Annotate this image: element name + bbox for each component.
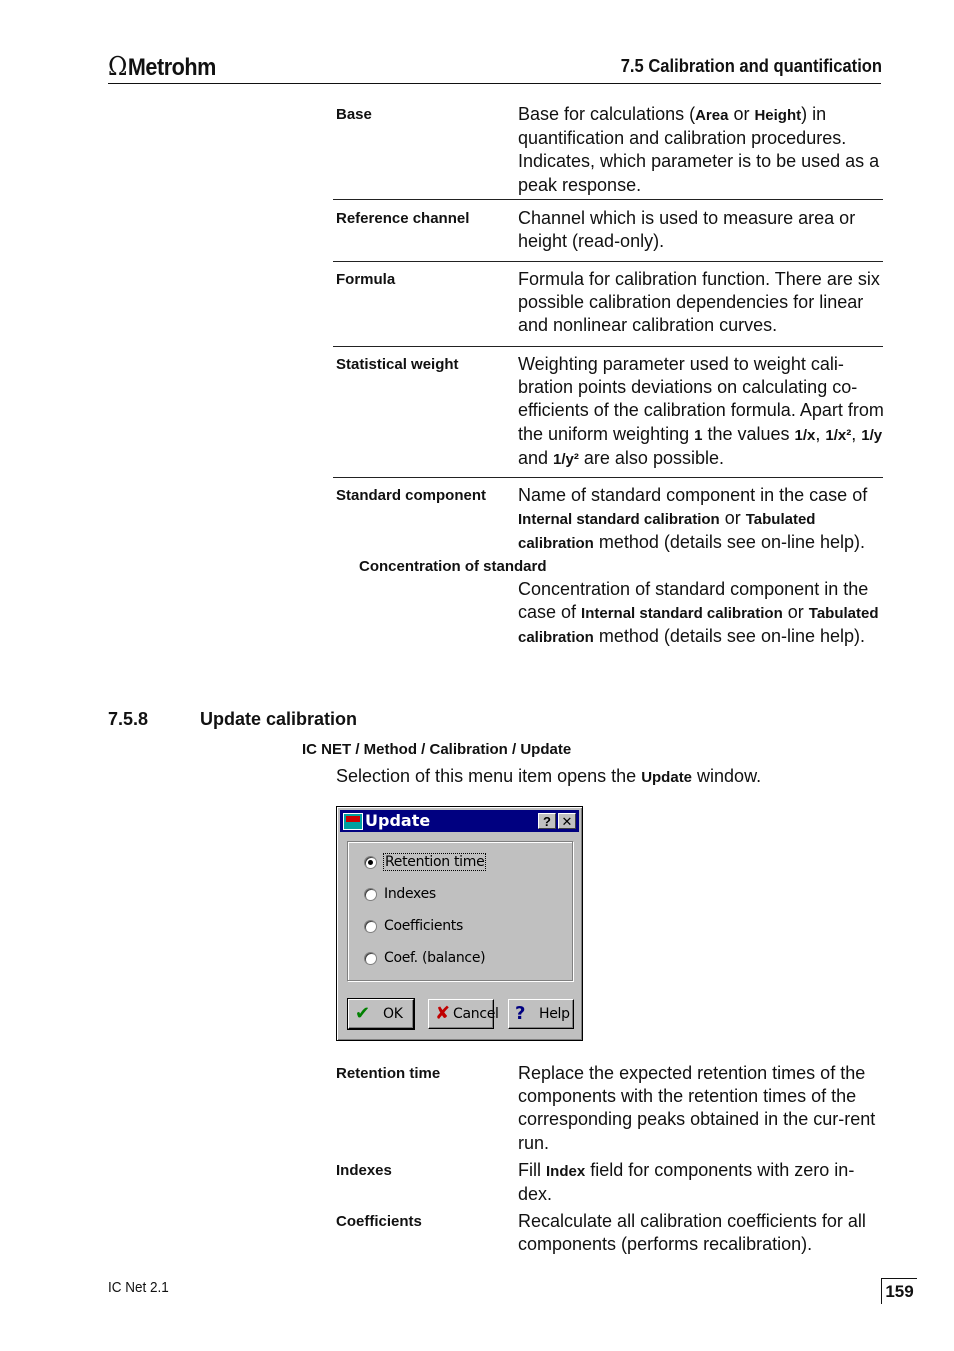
app-icon bbox=[343, 813, 363, 830]
radio-button-icon[interactable] bbox=[364, 888, 377, 901]
param-desc-standard-component: Name of standard component in the case of Internal standard calibration or Tabulated calibration method (details see on-line help). bbox=[518, 485, 868, 553]
keyword: Internal standard calibration bbox=[518, 511, 720, 529]
radio-label[interactable]: Coefficients bbox=[384, 918, 463, 934]
table-rule bbox=[333, 261, 883, 262]
param-term-indexes: Indexes bbox=[336, 1162, 392, 1179]
param-term-standard-component: Standard component bbox=[336, 487, 487, 504]
keyword: Area bbox=[695, 107, 729, 124]
param-term-statistical-weight: Statistical weight bbox=[336, 356, 459, 373]
table-rule bbox=[333, 477, 883, 478]
cross-icon: ✘ bbox=[435, 1003, 451, 1024]
param-desc-statistical-weight: Weighting parameter used to weight cali-bration points deviations on calculating co-efficients of the calibration formula. Apart from the uniform weighting 1 the values 1/x, 1/x², 1/y and 1/y² are also possible. bbox=[518, 354, 884, 468]
param-desc-indexes: Fill Index field for components with zero in-dex. bbox=[518, 1160, 855, 1205]
param-term-retention-time: Retention time bbox=[336, 1065, 441, 1082]
param-term-formula: Formula bbox=[336, 271, 396, 288]
radio-label[interactable]: Retention time bbox=[385, 854, 485, 870]
table-rule bbox=[333, 346, 883, 347]
radio-button-icon[interactable] bbox=[364, 920, 377, 933]
menu-path: IC NET / Method / Calibration / Update bbox=[302, 741, 572, 758]
param-term-concentration: Concentration of standard bbox=[359, 558, 547, 575]
param-desc-coefficients: Recalculate all calibration coefficients for all components (performs recalibration). bbox=[518, 1211, 866, 1255]
param-term-coefficients: Coefficients bbox=[336, 1213, 422, 1230]
update-dialog bbox=[336, 806, 583, 1041]
dialog-title: Update bbox=[365, 811, 431, 830]
checkmark-icon: ✔ bbox=[355, 1003, 371, 1024]
question-icon: ? bbox=[515, 1003, 526, 1024]
help-button-label: Help bbox=[539, 1006, 570, 1022]
update-options-group bbox=[347, 841, 573, 981]
keyword: Index bbox=[546, 1163, 586, 1180]
param-term-reference-channel: Reference channel bbox=[336, 210, 470, 227]
keyword: Tabulated calibration bbox=[518, 605, 879, 647]
radio-button-icon[interactable] bbox=[364, 856, 377, 869]
keyword: Tabulated calibration bbox=[518, 511, 816, 553]
keyword: Height bbox=[754, 107, 802, 124]
keyword: 1/x² bbox=[825, 426, 852, 444]
ok-button-label: OK bbox=[383, 1006, 403, 1022]
header-rule bbox=[108, 83, 881, 84]
param-desc-reference-channel: Channel which is used to measure area or height (read-only). bbox=[518, 208, 856, 252]
cancel-button-label: Cancel bbox=[453, 1006, 499, 1022]
keyword: 1 bbox=[694, 426, 703, 444]
radio-label[interactable]: Indexes bbox=[384, 886, 436, 902]
section-title: Update calibration bbox=[200, 709, 358, 729]
metrohm-logo: ΩMetrohm bbox=[108, 52, 216, 82]
ok-button[interactable] bbox=[348, 999, 414, 1029]
param-desc-retention-time: Replace the expected retention times of the components with the retention times of the corresponding peaks obtained in the cur-rent run. bbox=[518, 1063, 876, 1153]
keyword: 1/y² bbox=[553, 450, 579, 468]
radio-button-icon[interactable] bbox=[364, 952, 377, 965]
titlebar-close-button[interactable]: ✕ bbox=[558, 813, 576, 829]
titlebar-help-button[interactable]: ? bbox=[538, 813, 556, 829]
help-button[interactable] bbox=[508, 999, 574, 1029]
keyword: 1/y bbox=[861, 426, 883, 444]
table-rule bbox=[333, 199, 883, 200]
footer-product: IC Net 2.1 bbox=[108, 1279, 169, 1296]
keyword: Update bbox=[641, 769, 693, 786]
param-desc-formula: Formula for calibration function. There are six possible calibration dependencies for linear and nonlinear calibration curves. bbox=[518, 269, 880, 336]
param-term-base: Base bbox=[336, 106, 372, 123]
param-desc-concentration: Concentration of standard component in the case of Internal standard calibration or Tabulated calibration method (details see on-line help). bbox=[518, 579, 879, 647]
keyword: Internal standard calibration bbox=[581, 605, 783, 623]
section-number: 7.5.8 bbox=[108, 709, 149, 729]
section-intro: Selection of this menu item opens the Update window. bbox=[336, 766, 762, 786]
dialog-titlebar[interactable] bbox=[340, 810, 579, 832]
param-desc-base: Base for calculations (Area or Height) in quantification and calibration procedures. Indicates, which parameter is to be used as a peak response. bbox=[518, 104, 880, 195]
cancel-button[interactable] bbox=[428, 999, 499, 1029]
radio-label[interactable]: Coef. (balance) bbox=[384, 950, 486, 966]
keyword: 1/x bbox=[794, 426, 816, 444]
running-header: 7.5 Calibration and quantification bbox=[620, 56, 882, 76]
omega-logo-icon: Ω bbox=[108, 52, 127, 82]
page-number: 159 bbox=[881, 1278, 917, 1304]
